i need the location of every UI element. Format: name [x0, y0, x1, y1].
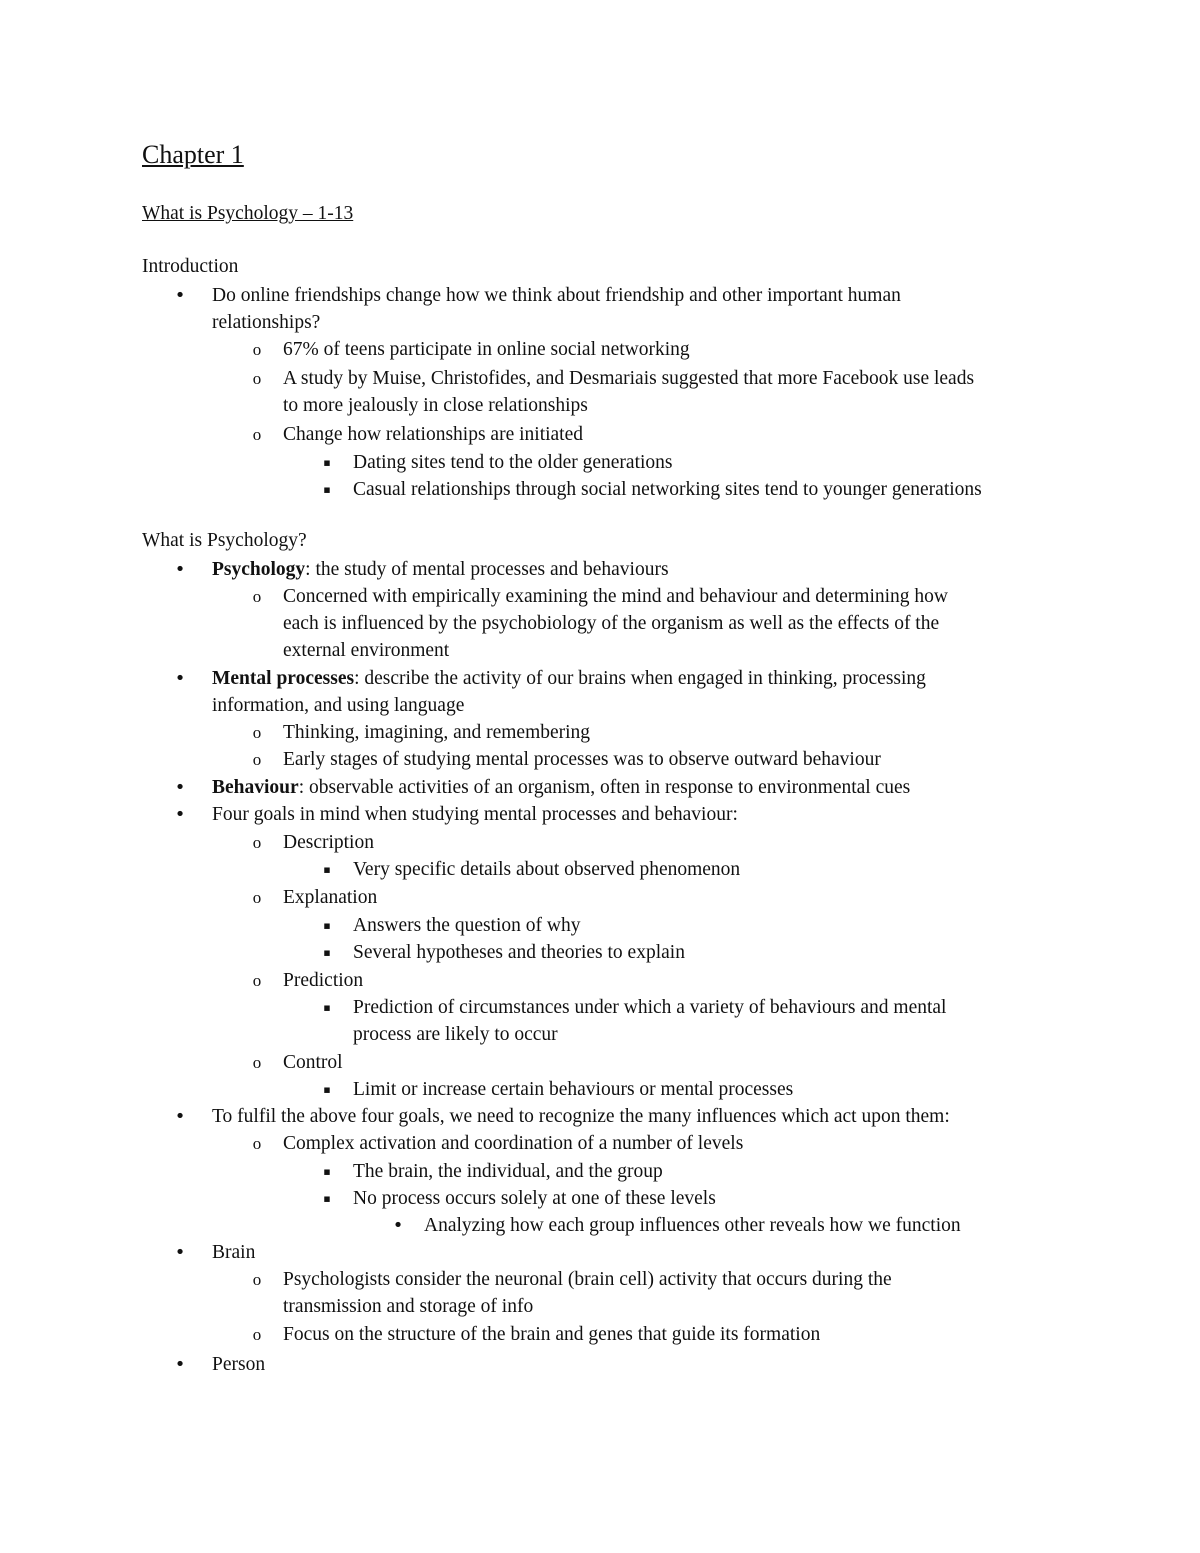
- list-item-text: Do online friendships change how we think about friendship and other important human: [212, 285, 901, 306]
- list-item-text: Four goals in mind when studying mental processes and behaviour:: [212, 804, 738, 825]
- circle-marker: o: [252, 750, 262, 769]
- list-item: [252, 365, 975, 419]
- list-item: [174, 1103, 950, 1130]
- section-title: What is Psychology – 1-13: [142, 203, 354, 224]
- list-item-text: Answers the question of why: [353, 915, 581, 936]
- list-item: [252, 967, 364, 994]
- list-item: [174, 1351, 266, 1378]
- list-item-text: Analyzing how each group influences other reveals how we function: [424, 1215, 961, 1236]
- bullet-marker: •: [174, 559, 186, 580]
- circle-marker: o: [252, 587, 262, 606]
- chapter-title: Chapter 1: [142, 140, 244, 169]
- list-item: [323, 449, 673, 476]
- bullet-marker: •: [174, 804, 186, 825]
- list-item: [174, 665, 926, 719]
- list-item: [174, 774, 911, 801]
- list-item-text: Focus on the structure of the brain and genes that guide its formation: [283, 1324, 821, 1345]
- list-item-text: to more jealously in close relationships: [283, 395, 588, 416]
- square-marker: ▪: [323, 863, 331, 876]
- bullet-marker: •: [174, 1354, 186, 1375]
- circle-marker: o: [252, 723, 262, 742]
- list-item: [252, 1321, 821, 1348]
- bullet-marker: •: [174, 1106, 186, 1127]
- list-item: [323, 1185, 716, 1212]
- list-item: [323, 476, 982, 503]
- bullet-marker: •: [174, 668, 186, 689]
- bullet-marker: •: [174, 777, 186, 798]
- list-item: [252, 336, 690, 363]
- square-marker: ▪: [323, 1165, 331, 1178]
- list-item-text: Dating sites tend to the older generations: [353, 452, 673, 473]
- list-item-text: relationships?: [212, 312, 321, 333]
- list-item: [323, 1076, 794, 1103]
- list-item-text: To fulfil the above four goals, we need to recognize the many influences which act upon them:: [212, 1106, 950, 1127]
- list-item-text: No process occurs solely at one of these levels: [353, 1188, 716, 1209]
- definition-text: : observable activities of an organism, often in response to environmental cues: [298, 777, 911, 798]
- circle-marker: o: [252, 340, 262, 359]
- list-item: [252, 829, 374, 856]
- bullet-marker: •: [174, 1242, 186, 1263]
- subsection-heading-what-is-psychology: What is Psychology?: [142, 530, 307, 551]
- square-marker: ▪: [323, 1001, 331, 1014]
- circle-marker: o: [252, 888, 262, 907]
- circle-marker: o: [252, 971, 262, 990]
- list-item: [252, 421, 584, 448]
- list-item-text: Description: [283, 832, 374, 853]
- list-item: [323, 939, 685, 966]
- term-psychology: Psychology: [212, 559, 306, 580]
- square-marker: ▪: [323, 1083, 331, 1096]
- list-item-text: process are likely to occur: [353, 1024, 558, 1045]
- circle-marker: o: [252, 1053, 262, 1072]
- definition-text: : describe the activity of our brains when engaged in thinking, processing: [354, 668, 926, 689]
- list-item-text: Prediction of circumstances under which a variety of behaviours and mental: [353, 997, 947, 1018]
- circle-marker: o: [252, 369, 262, 388]
- list-item: [323, 912, 581, 939]
- list-item-text: Psychologists consider the neuronal (brain cell) activity that occurs during the: [283, 1269, 892, 1290]
- list-item-text: information, and using language: [212, 695, 465, 716]
- list-item: [174, 1239, 256, 1266]
- list-item-text: Complex activation and coordination of a number of levels: [283, 1133, 744, 1154]
- list-item: [392, 1212, 961, 1239]
- list-item-text: The brain, the individual, and the group: [353, 1161, 663, 1182]
- list-item: [323, 994, 947, 1048]
- list-item-text: Brain: [212, 1242, 256, 1263]
- term-behaviour: Behaviour: [212, 777, 299, 798]
- bullet-marker: •: [392, 1215, 404, 1236]
- bullet-marker: •: [174, 285, 186, 306]
- list-item: [323, 856, 741, 883]
- list-item-text: Casual relationships through social networking sites tend to younger generations: [353, 479, 982, 500]
- square-marker: ▪: [323, 1192, 331, 1205]
- subsection-heading-introduction: Introduction: [142, 256, 239, 277]
- list-item-text: A study by Muise, Christofides, and Desmariais suggested that more Facebook use leads: [283, 368, 975, 389]
- circle-marker: o: [252, 1325, 262, 1344]
- list-item-text: Prediction: [283, 970, 364, 991]
- list-item: [174, 801, 738, 828]
- list-item-text: Change how relationships are initiated: [283, 424, 584, 445]
- list-item: [323, 1158, 663, 1185]
- list-item: [252, 746, 881, 773]
- list-item-text: external environment: [283, 640, 450, 661]
- list-item: [252, 884, 378, 911]
- square-marker: ▪: [323, 946, 331, 959]
- square-marker: ▪: [323, 919, 331, 932]
- list-item-text: each is influenced by the psychobiology of the organism as well as the effects of the: [283, 613, 940, 634]
- square-marker: ▪: [323, 456, 331, 469]
- list-item: [252, 719, 591, 746]
- list-item-text: Limit or increase certain behaviours or mental processes: [353, 1079, 794, 1100]
- list-item-text: Explanation: [283, 887, 378, 908]
- circle-marker: o: [252, 1134, 262, 1153]
- list-item: [252, 583, 948, 664]
- list-item-text: Control: [283, 1052, 343, 1073]
- list-item-text: Early stages of studying mental processes was to observe outward behaviour: [283, 749, 881, 770]
- list-item: [252, 1266, 892, 1320]
- definition-text: : the study of mental processes and behaviours: [305, 559, 669, 580]
- list-item-text: Very specific details about observed phenomenon: [353, 859, 741, 880]
- circle-marker: o: [252, 1270, 262, 1289]
- circle-marker: o: [252, 833, 262, 852]
- list-item-text: Thinking, imagining, and remembering: [283, 722, 591, 743]
- list-item-text: Several hypotheses and theories to explain: [353, 942, 685, 963]
- list-item: [252, 1130, 744, 1157]
- list-item: [174, 282, 901, 336]
- term-mental-processes: Mental processes: [212, 668, 355, 689]
- circle-marker: o: [252, 425, 262, 444]
- list-item: [174, 556, 669, 583]
- list-item-text: 67% of teens participate in online social networking: [283, 339, 690, 360]
- list-item-text: Concerned with empirically examining the mind and behaviour and determining how: [283, 586, 948, 607]
- list-item-text: transmission and storage of info: [283, 1296, 534, 1317]
- list-item: [252, 1049, 343, 1076]
- list-item-text: Person: [212, 1354, 266, 1375]
- square-marker: ▪: [323, 483, 331, 496]
